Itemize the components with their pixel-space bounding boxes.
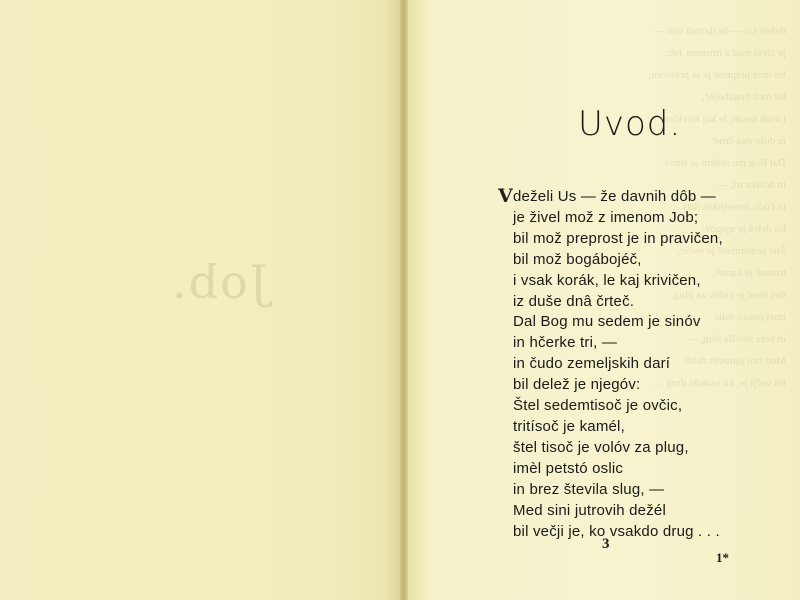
bleed-through-line: bil večji je, ko vsakdo drug . . . — [649, 377, 786, 389]
poem-line: iz duše dnâ črteč. — [513, 292, 635, 310]
bleed-through-line: Štel sedemtisoč je ovčic, — [677, 245, 786, 257]
poem-line — [498, 187, 738, 208]
poem-line-text: deželi Us — že davnih dôb — — [513, 188, 717, 205]
bleed-through-line: imèl petstó oslic — [713, 311, 786, 323]
bleed-through-line: in brez števila slug, — — [686, 333, 786, 345]
bleed-through-line: Dal Bog mu sedem je sinóv — [664, 157, 786, 169]
bleed-through-line: iz duše dnâ črteč. — [709, 135, 786, 147]
bleed-through-line: bil mož preprost je in pravičen, — [648, 69, 786, 81]
ornamental-initial: V — [498, 185, 513, 207]
poem-line: bil mož bogábojéč, — [513, 250, 642, 268]
poem-line: bil delež je njegóv: — [513, 376, 641, 394]
poem-line: i vsak korák, le kaj krivičen, — [513, 271, 701, 289]
poem-line: Med sini jutrovih dežél — [513, 501, 667, 519]
page-title: Uvod. — [578, 104, 682, 144]
poem-line: in hčerke tri, — — [513, 334, 618, 352]
poem-line: bil mož preprost je in pravičen, — [513, 229, 723, 247]
bleed-through-line: bil delež je njegóv: — [702, 223, 786, 235]
bleed-through-line: i vsak korák, le kaj krivičen, — [661, 113, 786, 125]
poem-line: tritísoč je kamél, — [513, 417, 625, 435]
poem-text — [498, 187, 738, 542]
poem-line: Dal Bog mu sedem je sinóv — [513, 313, 701, 331]
bleed-through-line: Med sini jutrovih dežél — [683, 355, 786, 367]
bleed-through-line: deželi Us — že davnih dôb — — [652, 25, 786, 37]
bleed-through-line: je živel mož z imenom Job; — [664, 47, 786, 59]
signature-mark: 1* — [716, 550, 729, 565]
poem-line: bil večji je, ko vsakdo drug . . . — [513, 522, 720, 540]
poem-line: Štel sedemtisoč je ovčic, — [513, 397, 683, 415]
poem-line: imèl petstó oslic — [513, 459, 624, 477]
book-gutter — [400, 0, 408, 600]
bleed-through-line: bil mož bogábojéč, — [701, 91, 786, 103]
bleed-through-line: tritísoč je kamél, — [712, 267, 786, 279]
page-number: 3 — [602, 536, 610, 552]
poem-line: štel tisoč je volóv za plug, — [513, 438, 689, 456]
bleed-through-line: štel tisoč je volóv za plug, — [671, 289, 786, 301]
poem-line: in brez števila slug, — — [513, 480, 665, 498]
poem-line: je živel mož z imenom Job; — [513, 208, 699, 226]
poem-line: in čudo zemeljskih darí — [513, 355, 671, 373]
bleed-through-line: in čudo zemeljskih darí — [683, 201, 786, 213]
bleed-through-text: Job. — [170, 255, 269, 309]
bleed-through-line: in hčerke tri, — — [716, 179, 786, 191]
